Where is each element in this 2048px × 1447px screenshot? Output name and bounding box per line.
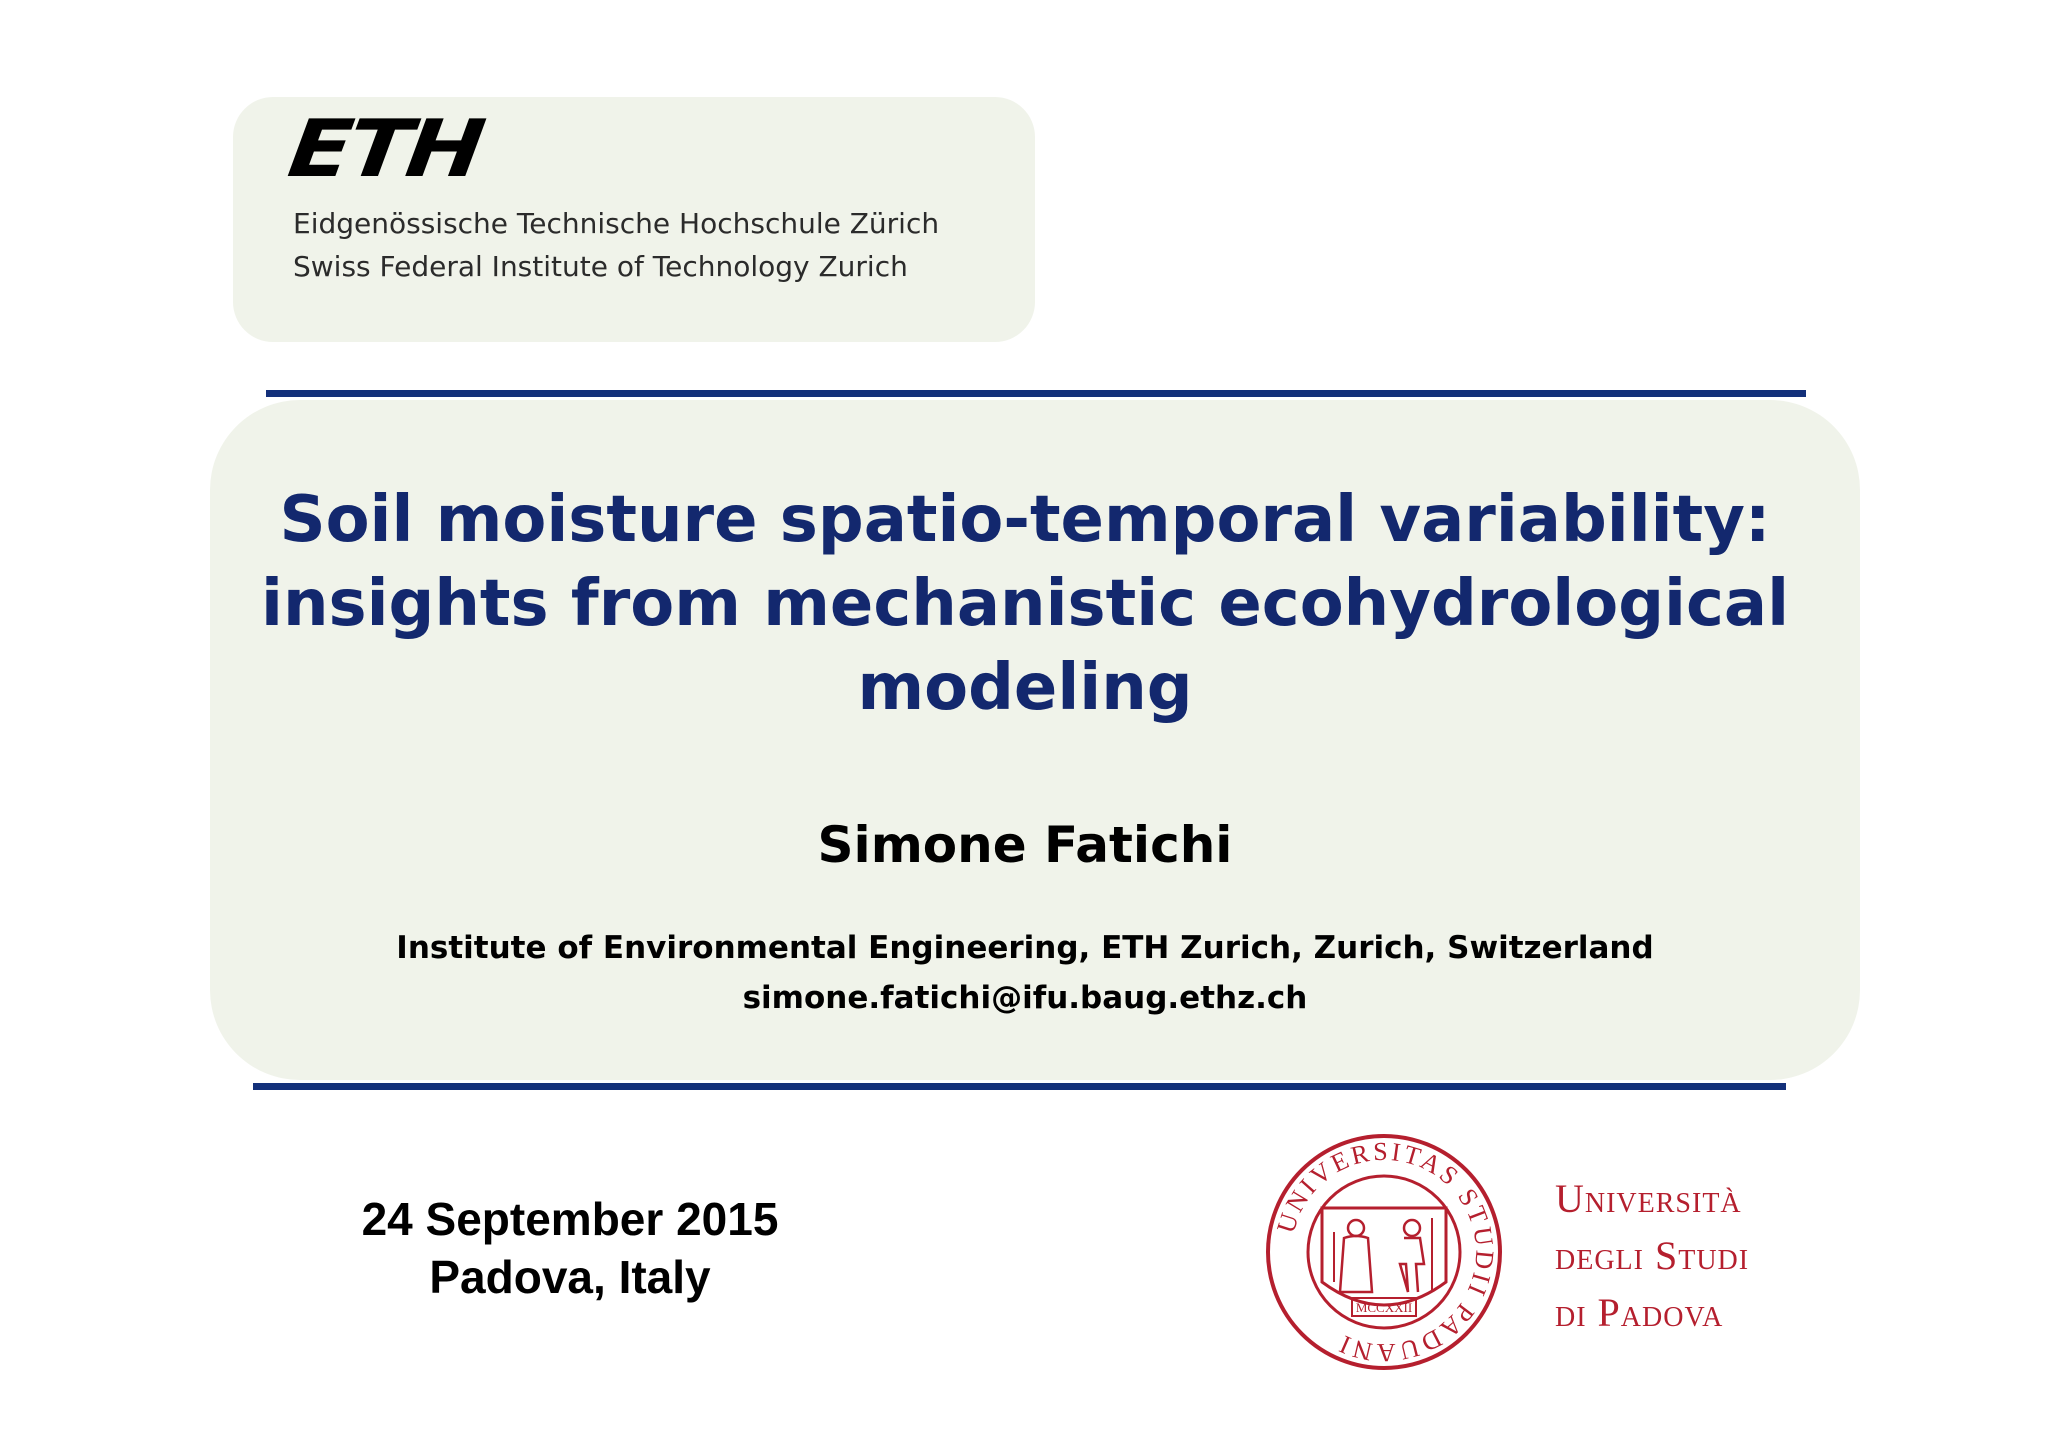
svg-text:UNIVERSITAS STUDII PADUANI — [1271, 1137, 1499, 1367]
eth-logo: ETH — [283, 103, 487, 196]
title-line-2: insights from mechanistic ecohydrological — [261, 567, 1789, 641]
top-divider — [266, 390, 1806, 397]
eth-name-german: Eidgenössische Technische Hochschule Zürich — [293, 207, 940, 240]
title-line-1: Soil moisture spatio-temporal variability: — [279, 483, 1771, 557]
presentation-location: Padova, Italy — [429, 1251, 711, 1303]
author-name: Simone Fatichi — [817, 816, 1233, 874]
padova-seal-icon — [1264, 1132, 1504, 1372]
seal-year: MCCXXII — [1355, 1300, 1413, 1315]
padova-name-line-1: Università — [1555, 1176, 1742, 1221]
bottom-divider — [253, 1083, 1786, 1090]
affiliation: Institute of Environmental Engineering, ETH Zurich, Zurich, Switzerland — [396, 930, 1654, 966]
seal-text: UNIVERSITAS STUDII PADUANI — [1271, 1136, 1500, 1368]
eth-name-english: Swiss Federal Institute of Technology Zurich — [293, 250, 908, 283]
presentation-date: 24 September 2015 — [361, 1193, 779, 1245]
email-address: simone.fatichi@ifu.baug.ethz.ch — [742, 980, 1308, 1016]
presentation-title — [220, 478, 1830, 730]
padova-name-line-2: degli Studi — [1555, 1233, 1750, 1278]
title-line-3: modeling — [857, 651, 1193, 725]
padova-name-line-3: di Padova — [1555, 1290, 1724, 1335]
